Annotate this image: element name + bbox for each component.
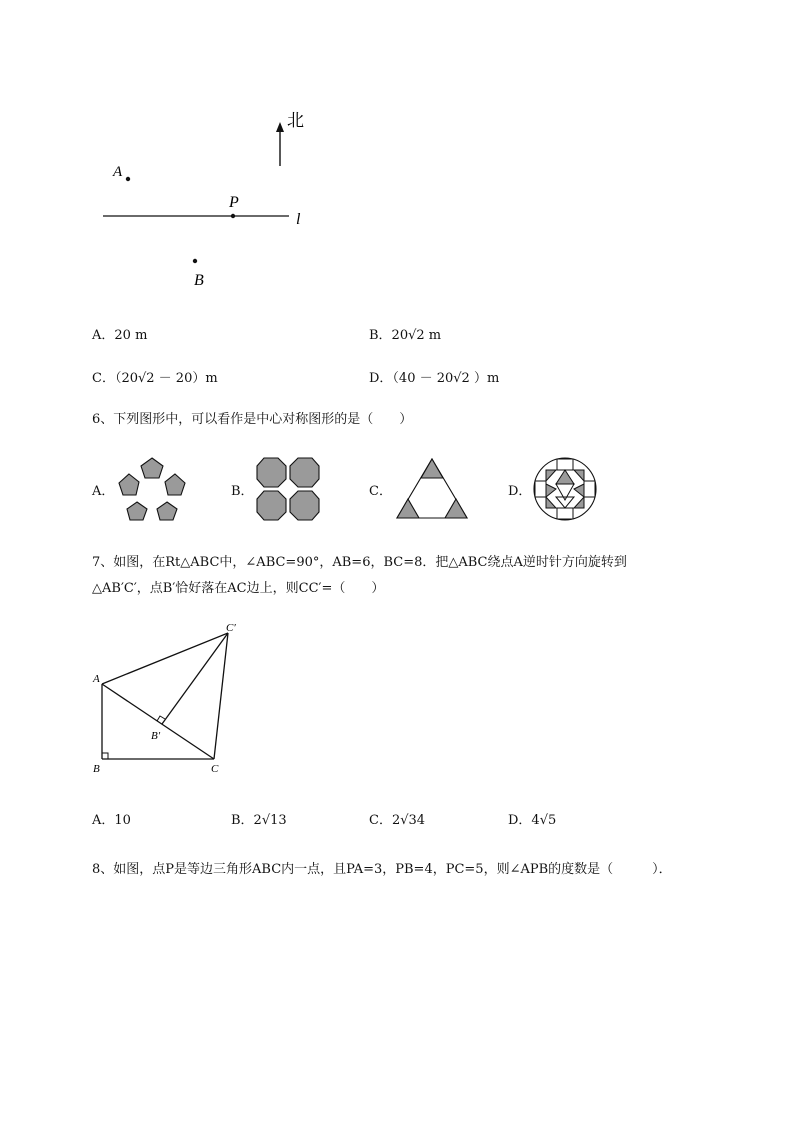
octagon bbox=[257, 458, 286, 487]
q7-option-b-text: B．2√13 bbox=[231, 813, 287, 828]
pentagon bbox=[165, 474, 185, 495]
direction-figure bbox=[90, 100, 330, 300]
q6-label-c[interactable]: C． bbox=[369, 484, 392, 499]
q5-option-b[interactable] bbox=[369, 324, 441, 343]
q5-option-d[interactable] bbox=[369, 367, 499, 386]
pentagon bbox=[141, 458, 163, 478]
square bbox=[557, 508, 573, 519]
point-b bbox=[193, 259, 197, 263]
point-p-label: P bbox=[229, 194, 239, 211]
q6-label-d[interactable]: D． bbox=[508, 484, 532, 499]
q6-label-a[interactable]: A． bbox=[92, 484, 115, 499]
point-b-label: B bbox=[194, 272, 204, 289]
q5-option-a[interactable] bbox=[92, 324, 147, 343]
q5-option-d-text: D．（40 － 20√2 ）m bbox=[369, 371, 500, 386]
segment-ccprime bbox=[214, 633, 228, 759]
q5-option-c-text: C．（20√2 － 20）m bbox=[92, 371, 218, 386]
q5-option-b-text: B．20√2 m bbox=[369, 328, 442, 343]
octagon bbox=[290, 458, 319, 487]
q6-figure-a-pentagons bbox=[115, 456, 191, 522]
north-arrowhead bbox=[276, 122, 284, 132]
q7-stem-line2: △AB′C′，点B′恰好落在AC边上，则CC′=（ ） bbox=[92, 581, 385, 596]
vertex-c-label: C bbox=[211, 763, 219, 775]
point-a bbox=[126, 177, 130, 181]
vertex-a-label: A bbox=[93, 673, 100, 685]
q7-stem-line1: 7、如图，在Rt△ABC中，∠ABC=90°，AB=6，BC=8．把△ABC绕点A逆时针方向旋转到 bbox=[92, 555, 627, 570]
q7-option-a-text: A．10 bbox=[92, 813, 131, 828]
q7-option-b[interactable] bbox=[231, 809, 287, 828]
pentagon bbox=[157, 502, 177, 520]
pentagon bbox=[127, 502, 147, 520]
octagon bbox=[257, 491, 286, 520]
vertex-cprime-label: C′ bbox=[226, 622, 236, 634]
q6-stem: 6、下列图形中，可以看作是中心对称图形的是（ ） bbox=[92, 412, 413, 427]
q6-figure-b-octagons bbox=[255, 456, 321, 522]
right-angle-b bbox=[102, 753, 108, 759]
q7-option-c[interactable] bbox=[369, 809, 425, 828]
octagon bbox=[290, 491, 319, 520]
q7-option-c-text: C．2√34 bbox=[369, 813, 426, 828]
point-a-label: A bbox=[113, 164, 123, 180]
vertex-b-label: B bbox=[93, 763, 100, 775]
vertex-bprime-label: B′ bbox=[151, 730, 161, 742]
q6-figure-c-triangle bbox=[394, 456, 470, 522]
q7-option-d[interactable] bbox=[508, 809, 556, 828]
q7-option-d-text: D．4√5 bbox=[508, 813, 557, 828]
q6-label-b[interactable]: B． bbox=[231, 484, 254, 499]
segment-ac bbox=[102, 684, 214, 759]
q7-rotation-figure bbox=[88, 615, 258, 780]
q8-stem: 8、如图，点P是等边三角形ABC内一点，且PA=3，PB=4，PC=5，则∠APB的度数是（ ）． bbox=[92, 862, 672, 877]
square bbox=[535, 481, 546, 497]
q5-option-c[interactable] bbox=[92, 367, 218, 386]
q7-option-a[interactable] bbox=[92, 809, 131, 828]
point-p bbox=[231, 214, 235, 218]
corner-triangle bbox=[421, 459, 443, 478]
q5-option-a-text: A．20 m bbox=[92, 328, 148, 343]
right-angle-bprime bbox=[157, 716, 165, 721]
north-label: 北 bbox=[287, 111, 304, 130]
line-l-label: l bbox=[296, 211, 301, 228]
square bbox=[584, 481, 595, 497]
pentagon bbox=[119, 474, 139, 495]
q6-figure-d-circle bbox=[532, 456, 598, 522]
square bbox=[557, 459, 573, 470]
